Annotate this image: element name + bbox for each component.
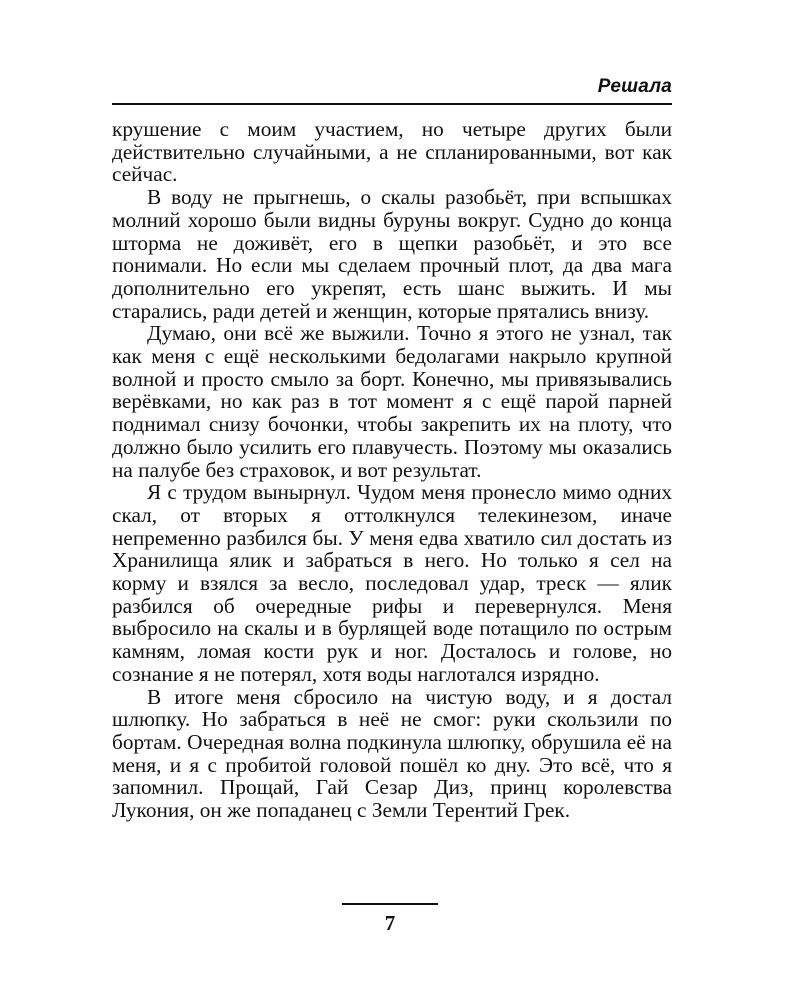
paragraph-3: Думаю, они всё же выжили. Точно я этого не узнал, так как меня с ещё несколькими бедолагами накрыло крупной волной и просто смыло за борт. Конечно, мы привязывались верёвками, но как раз в тот момент я с ещё парой парней поднимал снизу бочонки, чтобы закрепить их на плоту, что должно было усилить его плавучесть. Поэтому мы оказались на палубе без страховок, и вот результат. (112, 321, 672, 482)
header-rule (112, 103, 672, 105)
paragraph-4: Я с трудом вынырнул. Чудом меня пронесло мимо одних скал, от вторых я оттолкнулся телекинезом, иначе непременно разбился бы. У меня едва хватило сил достать из Хранилища ялик и забраться в него. Но только я сел на корму и взялся за весло, последовал удар, треск — ялик разбился об очередные рифы и перевернулся. Меня выбросило на скалы и в бурлящей воде потащило по острым камням, ломая кости рук и ног. Досталось и голове, но сознание я не потерял, хотя воды наглотался изрядно. (112, 480, 672, 686)
paragraph-5: В итоге меня сбросило на чистую воду, и я достал шлюпку. Но забраться в неё не смог: руки скользили по бортам. Очередная волна подкинула шлюпку, обрушила её на меня, и я с пробитой головой пошёл ко дну. Это всё, что я запомнил. Прощай, Гай Сезар Диз, принц королевства Лукония, он же попаданец с Земли Терентий Грек. (112, 684, 672, 823)
page-number: 7 (384, 911, 396, 935)
paragraph-2: В воду не прыгнешь, о скалы разобьёт, при вспышках молний хорошо были видны буруны вокруг. Судно до конца шторма не доживёт, его в щепки разобьёт, и это все понимали. Но если мы сделаем прочный плот, да два мага дополнительно его укрепят, есть шанс выжить. И мы старались, ради детей и женщин, которые прятались внизу. (112, 185, 672, 323)
body-text (112, 118, 672, 822)
footer-rule (342, 903, 438, 905)
running-head-title: Решала (597, 76, 672, 97)
paragraph-1: крушение с моим участием, но четыре других были действительно случайными, а не спланированными, вот как сейчас. (112, 117, 672, 187)
